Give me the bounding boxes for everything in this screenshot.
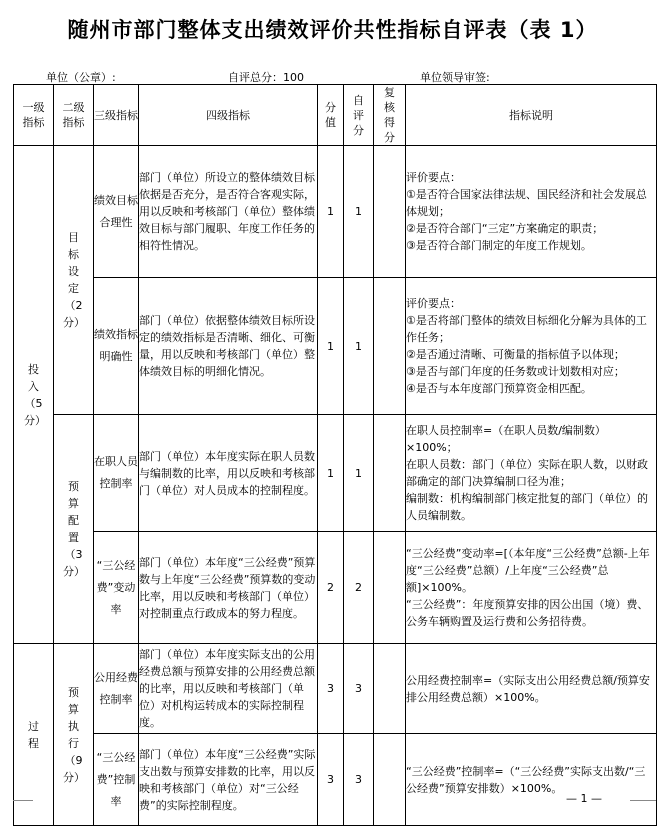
table-row — [14, 278, 657, 415]
level4-cell: 部门（单位）依据整体绩效目标所设定的绩效指标是否清晰、细化、可衡量，用以反映和考核部门（单位）整体绩效目标的明细化情况。 — [139, 278, 318, 415]
evaluation-table — [13, 84, 657, 826]
description-line: ①是否符合国家法律法规、国民经济和社会发展总体规划； — [406, 188, 647, 218]
self-score-cell: 2 — [344, 532, 374, 644]
header-level3: 三级指标 — [94, 85, 139, 146]
description-line: “三公经费”变动率=[（本年度“三公经费”总额-上年度“三公经费”总额）/上年度“三公经费”总额]×100%。 — [406, 547, 650, 594]
level2-target-setting: 目标设定（2分） — [54, 146, 94, 415]
self-score-cell: 3 — [344, 644, 374, 734]
description-line: ③是否符合部门制定的年度工作规划。 — [406, 239, 592, 252]
header-level4: 四级指标 — [139, 85, 318, 146]
header-level2: 二级指标 — [54, 85, 94, 146]
review-score-cell — [374, 734, 406, 826]
review-score-cell — [374, 146, 406, 278]
review-score-cell — [374, 644, 406, 734]
leader-approval-label: 单位领导审签: — [420, 71, 490, 84]
table-header-row — [14, 85, 657, 146]
level3-cell: 绩效指标明确性 — [94, 278, 139, 415]
level3-cell: “三公经费”控制率 — [94, 734, 139, 826]
self-score-total: 自评总分：100 — [228, 71, 304, 84]
level1-process: 过程 — [14, 644, 54, 826]
self-score-cell: 3 — [344, 734, 374, 826]
description-line: 公用经费控制率=（实际支出公用经费总额/预算安排公用经费总额）×100%。 — [406, 673, 650, 704]
description-line: ②是否通过清晰、可衡量的指标值予以体现； — [406, 348, 625, 361]
score-cell: 1 — [318, 146, 344, 278]
score-cell: 1 — [318, 415, 344, 532]
score-cell: 3 — [318, 644, 344, 734]
level3-cell: “三公经费”变动率 — [94, 532, 139, 644]
footer-rule-right — [630, 800, 656, 801]
self-score-cell: 1 — [344, 278, 374, 415]
level4-cell: 部门（单位）本年度“三公经费”实际支出数与预算安排数的比率，用以反映和考核部门（单位）对“三公经费”的实际控制程度。 — [139, 734, 318, 826]
description-cell — [406, 278, 657, 415]
description-line: 评价要点： — [406, 171, 461, 184]
header-level1: 一级指标 — [14, 85, 54, 146]
level3-cell: 公用经费控制率 — [94, 644, 139, 734]
level4-cell: 部门（单位）本年度“三公经费”预算数与上年度“三公经费”预算数的变动比率，用以反映和考核部门（单位）对控制重点行政成本的努力程度。 — [139, 532, 318, 644]
table-row — [14, 644, 657, 734]
page-number: — 1 — — [566, 792, 602, 805]
level4-cell: 部门（单位）本年度实际支出的公用经费总额与预算安排的公用经费总额的比率，用以反映和考核部门（单位）对机构运转成本的实际控制程度。 — [139, 644, 318, 734]
table-row — [14, 532, 657, 644]
level2-budget-execution: 预算执行（9分） — [54, 644, 94, 826]
level1-input: 投入（5分） — [14, 146, 54, 644]
header-description: 指标说明 — [406, 85, 657, 146]
description-line: ①是否将部门整体的绩效目标细化分解为具体的工作任务； — [406, 314, 647, 344]
score-cell: 3 — [318, 734, 344, 826]
review-score-cell — [374, 278, 406, 415]
level4-cell: 部门（单位）本年度实际在职人员数与编制数的比率，用以反映和考核部门（单位）对人员成本的控制程度。 — [139, 415, 318, 532]
description-cell — [406, 644, 657, 734]
review-score-cell — [374, 415, 406, 532]
level4-cell: 部门（单位）所设立的整体绩效目标依据是否充分，是否符合客观实际，用以反映和考核部门（单位）整体绩效目标与部门履职、年度工作任务的相符性情况。 — [139, 146, 318, 278]
description-line: 在职人员数：部门（单位）实际在职人数，以财政部确定的部门决算编制口径为准； — [406, 458, 648, 488]
score-cell: 1 — [318, 278, 344, 415]
description-line: 编制数：机构编制部门核定批复的部门（单位）的人员编制数。 — [406, 492, 648, 522]
unit-seal-label: 单位（公章）: — [46, 71, 116, 84]
description-line: “三公经费”：年度预算安排的因公出国（境）费、公务车辆购置及运行费和公务招待费。 — [406, 598, 649, 628]
level3-cell: 在职人员控制率 — [94, 415, 139, 532]
description-line: ④是否与本年度部门预算资金相匹配。 — [406, 382, 592, 395]
header-score: 分值 — [318, 85, 344, 146]
description-line: 在职人员控制率=（在职人员数/编制数）×100%； — [406, 424, 606, 454]
description-cell — [406, 734, 657, 826]
self-score-cell: 1 — [344, 146, 374, 278]
description-line: “三公经费”控制率=（“三公经费”实际支出数/“三公经费”预算安排数）×100%。 — [406, 764, 646, 795]
header-review-score: 复核得分 — [374, 85, 406, 146]
description-line: 评价要点： — [406, 297, 461, 310]
review-score-cell — [374, 532, 406, 644]
page-title: 随州市部门整体支出绩效评价共性指标自评表（表 1） — [67, 18, 598, 42]
description-line: ③是否与部门年度的任务数或计划数相对应； — [406, 365, 625, 378]
table-row — [14, 146, 657, 278]
level2-budget-allocation: 预算配置（3分） — [54, 415, 94, 644]
table-row — [14, 415, 657, 532]
self-score-cell: 1 — [344, 415, 374, 532]
description-cell — [406, 146, 657, 278]
score-cell: 2 — [318, 532, 344, 644]
description-line: ②是否符合部门“三定”方案确定的职责； — [406, 222, 604, 235]
table-row — [14, 734, 657, 826]
footer-rule-left — [13, 800, 33, 801]
level3-cell: 绩效目标合理性 — [94, 146, 139, 278]
description-cell — [406, 415, 657, 532]
description-cell — [406, 532, 657, 644]
header-self-score: 自评分 — [344, 85, 374, 146]
